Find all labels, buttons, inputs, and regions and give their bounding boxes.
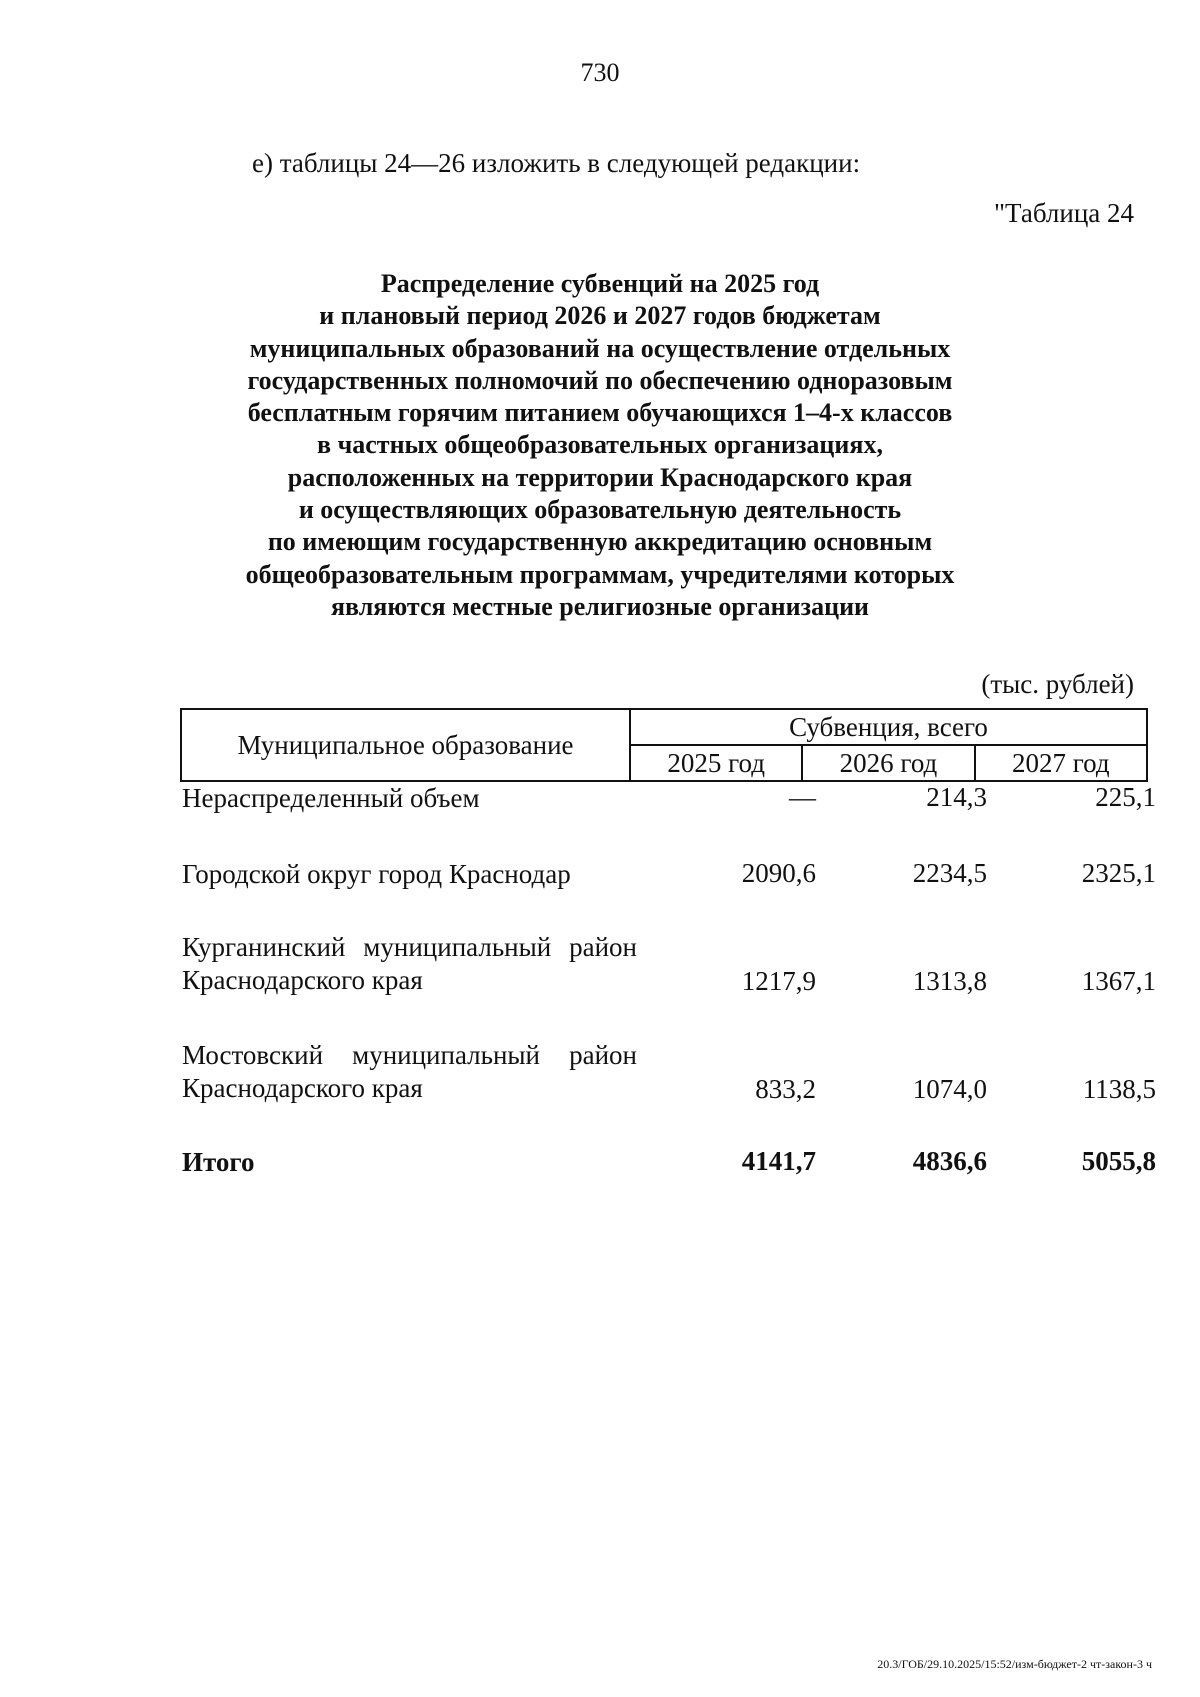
header-year-2027: 2027 год: [975, 745, 1147, 781]
row-value-2025: —: [789, 782, 816, 812]
header-year-2025: 2025 год: [630, 745, 802, 781]
table-number: "Таблица 24: [994, 198, 1134, 228]
title-line: государственных полномочий по обеспечению одноразовым: [247, 365, 953, 395]
row-label: Городской округ город Краснодар: [182, 859, 571, 889]
table-title: [180, 268, 1020, 623]
title-line: и осуществляющих образовательную деятельность: [298, 495, 902, 525]
row-label: Курганинский муниципальный район Краснодарского края: [182, 932, 637, 995]
title-line: Распределение субвенций на 2025 год: [380, 269, 820, 298]
header-year-2026: 2026 год: [802, 745, 974, 781]
header-municipality: Муниципальное образование: [181, 709, 630, 781]
title-line: расположенных на территории Краснодарского края: [287, 462, 913, 492]
title-line: общеобразовательным программам, учредителями которых: [245, 559, 955, 589]
row-value-2026: 2234,5: [912, 858, 987, 888]
row-value-2025: 833,2: [755, 1074, 816, 1104]
row-value-2025: 1217,9: [741, 966, 816, 996]
total-value-2027: 5055,8: [1081, 1146, 1156, 1176]
intro-text: е) таблицы 24—26 изложить в следующей редакции:: [252, 148, 861, 178]
total-value-2025: 4141,7: [741, 1146, 816, 1176]
row-value-2026: 1313,8: [912, 966, 987, 996]
title-line: бесплатным горячим питанием обучающихся 1–4-х классов: [247, 398, 953, 428]
units-label: (тыс. рублей): [981, 669, 1134, 699]
row-value-2026: 1074,0: [912, 1074, 987, 1104]
title-line: по имеющим государственную аккредитацию основным: [267, 527, 933, 557]
row-label: Нераспределенный объем: [182, 783, 480, 813]
row-value-2027: 1138,5: [1082, 1074, 1156, 1104]
row-value-2027: 1367,1: [1081, 966, 1156, 996]
row-value-2026: 214,3: [926, 782, 987, 812]
title-line: муниципальных образований на осуществление отдельных: [249, 333, 951, 363]
title-line: являются местные религиозные организации: [330, 591, 870, 621]
row-value-2025: 2090,6: [741, 858, 816, 888]
title-line: и плановый период 2026 и 2027 годов бюджетам: [319, 301, 881, 331]
row-value-2027: 225,1: [1095, 782, 1156, 812]
row-label: Мостовский муниципальный район Краснодарского края: [182, 1040, 637, 1103]
header-subvention-total: Субвенция, всего: [630, 709, 1147, 745]
total-label: Итого: [182, 1147, 255, 1177]
row-value-2027: 2325,1: [1081, 858, 1156, 888]
table-header: [180, 708, 1148, 782]
title-line: в частных общеобразовательных организациях,: [317, 430, 883, 460]
total-value-2026: 4836,6: [912, 1146, 987, 1176]
page-number: 730: [580, 58, 620, 87]
document-footer-code: 20.3/ГОБ/29.10.2025/15:52/изм-бюджет-2 чт-закон-3 ч: [877, 1657, 1152, 1671]
